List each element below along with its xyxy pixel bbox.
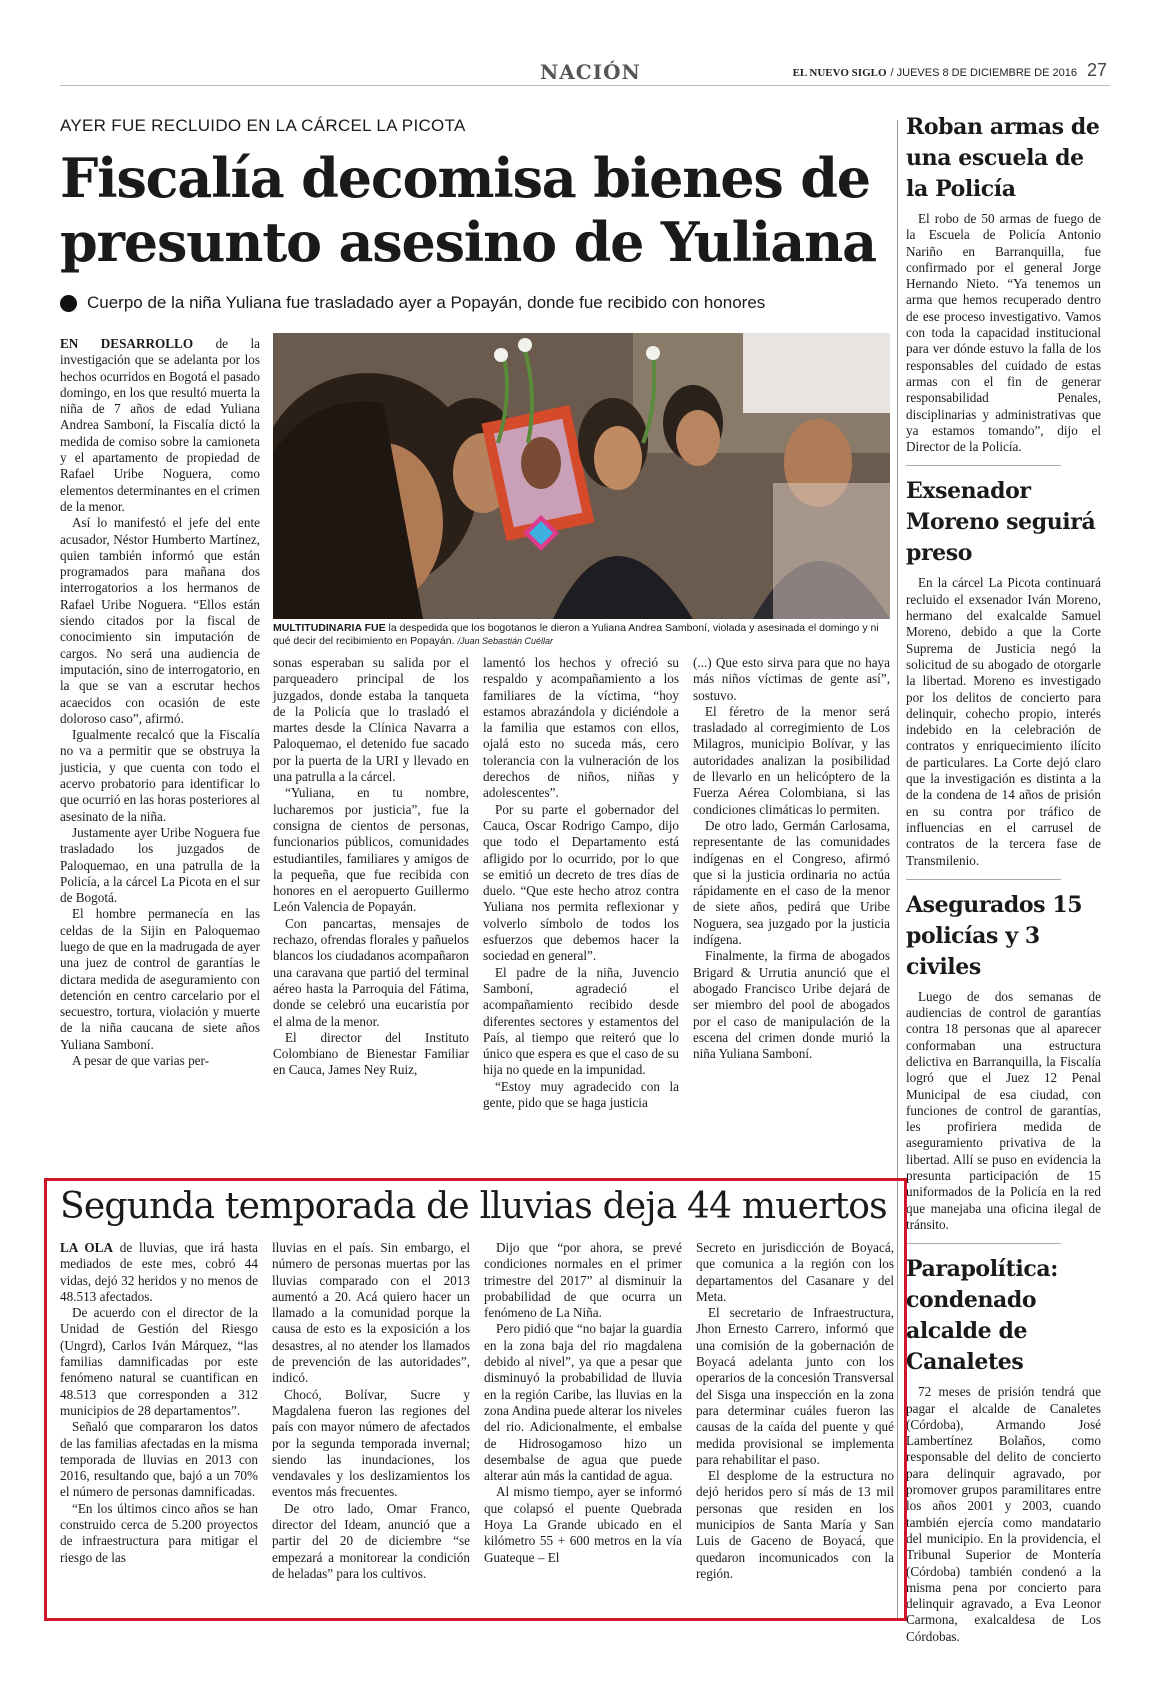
subheadline-text: Cuerpo de la niña Yuliana fue trasladado ayer a Popayán, donde fue recibido con honores	[87, 293, 766, 312]
divider	[906, 879, 1061, 880]
paragraph: El hombre permanecía en las celdas de la Sijin en Paloquemao luego de que en la madrugada de ayer una juez de control de garantías le dictara medida de aseguramiento con detención en centro carcelario por el secuestro, tortura, violación y muerte de la niña caucana de siete años Yuliana Samboní.	[60, 906, 260, 1052]
caption-lead: MULTITUDINARIA FUE	[273, 622, 386, 634]
rain-column-1	[60, 1240, 258, 1566]
paragraph: LA OLA de lluvias, que irá hasta mediados de este mes, cobró 44 vidas, dejó 32 heridos y no menos de 48.513 afectados.	[60, 1240, 258, 1304]
paragraph: El secretario de Infraestructura, Jhon Ernesto Carrero, informó que una comisión de la gobernación de Boyacá adelanta junto con los operarios de la concesión Transversal del Sisga una inspección en la zona para determinar cuáles fueron las causas de la caída del puente y qué medida provisional se implementa para rehabilitar el paso.	[696, 1305, 894, 1467]
photo-credit: /Juan Sebastián Cuéllar	[457, 636, 554, 646]
paragraph: El féretro de la menor será trasladado al corregimiento de Los Milagros, municipio Bolívar, y las autoridades analizan la posibilidad de llevarlo en un helicóptero de la Fuerza Aérea Colombiana, si las condiciones climáticas lo permiten.	[693, 703, 890, 817]
brief-title: Parapolítica: condenado alcalde de Canaletes	[906, 1256, 1058, 1376]
bullet-icon	[60, 295, 77, 312]
paragraph: Finalmente, la firma de abogados Brigard & Urrutia anunció que el abogado Francisco Uribe dejará de ser miembro del pool de abogados por el caso de manipulación de la escena del crimen donde murió la niña Yuliana Samboní.	[693, 948, 890, 1062]
divider	[906, 1243, 1061, 1244]
paragraph: Igualmente recalcó que la Fiscalía no va a permitir que se obstruya la justicia, y que cuenta con todo el acervo probatorio para identificar lo que ocurrió en las horas posteriores al asesinato de la niña.	[60, 727, 260, 824]
paragraph: lamentó los hechos y ofreció su respaldo y acompañamiento a los familiares de la víctima, “hoy estamos abrazándola y diciéndole a la familia que estamos con ellos, ojalá esto no suceda más, cero tolerancia con la vulneración de los derechos de niños, niñas y adolescentes”.	[483, 655, 679, 801]
paragraph: (...) Que esto sirva para que no haya más niños víctimas de gente así”, sostuvo.	[693, 655, 890, 703]
rain-headline: Segunda temporada de lluvias deja 44 muertos	[60, 1186, 887, 1227]
main-column-1	[60, 336, 260, 1069]
paragraph: Justamente ayer Uribe Noguera fue trasladado los juzgados de Paloquemao, en una patrulla de la Policía, a la cárcel La Picota en el sur de Bogotá.	[60, 824, 260, 906]
paragraph: El desplome de la estructura no dejó heridos pero sí más de 13 mil personas que residen en los municipios de Santa María y San Luis de Gaceno de Boyacá, que quedaron incomunicados con la región.	[696, 1468, 894, 1581]
brief-body: Luego de dos semanas de audiencias de control de garantías contra 18 personas que al aparecer conformaban una estructura delictiva en Barranquilla, la Fiscalía logró que el Juez 12 Penal Municipal de esa ciudad, con funciones de control de garantías, les profiriera medida de aseguramiento privativa de la libertad. Allí se puso en evidencia la presunta participación de 15 uniformados de la Policía en la red que manejaba una oficina ilegal de tránsito.	[906, 988, 1101, 1232]
paragraph: Secreto en jurisdicción de Boyacá, que comunica a la región con los departamentos del Casanare y del Meta.	[696, 1240, 894, 1304]
paragraph: lluvias en el país. Sin embargo, el número de personas muertas por las lluvias comparado con el 2013 aumentó a 20. Acá quiero hacer un llamado a la comunidad porque la causa de esto es la exposición a los desastres, al no atender los llamados de prevención de las autoridades”, indicó.	[272, 1240, 470, 1386]
paragraph: Así lo manifestó el jefe del ente acusador, Néstor Humberto Martínez, quien también informó que están programados para mañana dos interrogatorios a los hermanos de Rafael Uribe Noguera. “Ellos están siendo citados por la fiscal de conocimiento sin imputación de cargos. No será una audiencia de imputación, sino de interrogatorio, en la que se van a escrutar hechos acaecidos con ocasión de este doloroso caso”, afirmó.	[60, 515, 260, 726]
main-column-2	[273, 655, 469, 1079]
paragraph: Al mismo tiempo, ayer se informó que colapsó el puente Quebrada Hoya La Grande ubicado en el kilómetro 55 + 600 metros en la vía Guateque – El	[484, 1484, 682, 1565]
sidebar	[906, 112, 1101, 1645]
paragraph: El director del Instituto Colombiano de Bienestar Familiar en Cauca, James Ney Ruiz,	[273, 1029, 469, 1078]
brief-body: En la cárcel La Picota continuará recluido el exsenador Iván Moreno, hermano del exalcalde Samuel Moreno, debido a que la Corte Suprema de Justicia negó la solicitud de su abogado de otorgarle la libertad. Moreno es investigado por los delitos de concierto para delinquir, cohecho propio, interés indebido en la celebración de contratos y enriquecimiento ilícito de particulares. La Corte dejó claro que la investigación es distinta a la de la condena de 14 años de prisión en su contra por tráfico de influencias en el carrusel de contratos de la tercera fase de Transmilenio.	[906, 575, 1101, 868]
subheadline	[60, 293, 880, 313]
paragraph: Por su parte el gobernador del Cauca, Oscar Rodrigo Campo, dijo que todo el Departamento está afligido por lo ocurrido, por lo que se emitió un decreto de tres días de duelo. “Que este hecho atroz contra Yuliana nos permita reflexionar y volverlo símbolo de todos los esfuerzos que debemos hacer la sociedad en general”.	[483, 801, 679, 964]
paragraph: Señaló que compararon los datos de las familias afectadas en la misma temporada de lluvias en 2013 con 2016, resultando que, bajó a un 70% el número de personas damnificadas.	[60, 1419, 258, 1500]
brief-title: Roban armas de una escuela de la Policía	[906, 114, 1100, 202]
paragraph: EN DESARROLLO de la investigación que se adelanta por los hechos ocurridos en Bogotá el pasado domingo, en los que resultó muerta la niña de 7 años de edad Yuliana Andrea Samboní, la Fiscalía dictó la medida de comiso sobre la camioneta y el apartamento de propiedad de Rafael Uribe Noguera, como elementos determinantes en el crimen de la menor.	[60, 336, 261, 514]
paragraph: De otro lado, Germán Carlosama, representante de las comunidades indígenas en el Congreso, afirmó que si la justicia ordinaria no actúa rápidamente en el caso de la menor de siete años, pedirá que Uribe Noguera, sea juzgado por la justicia indígena.	[693, 817, 890, 948]
rain-column-4	[696, 1240, 894, 1582]
paragraph: “En los últimos cinco años se han construido cerca de 5.200 proyectos de infraestructura para mitigar el riesgo de las	[60, 1500, 258, 1565]
photo-caption: MULTITUDINARIA FUE la despedida que los bogotanos le dieron a Yuliana Andrea Samboní, violada y asesinada el domingo y ni qué decir del recibimiento en Popayán. /Juan Sebastián Cuéllar	[273, 622, 879, 647]
news-photo	[273, 333, 890, 619]
brief-body: El robo de 50 armas de fuego de la Escuela de Policía Antonio Nariño en Barranquilla, fue confirmado por el general Jorge Hernando Nieto. “Ya tenemos un arma que hemos recuperado dentro de ese proceso investigativo. Vamos con toda la capacidad institucional para ver dónde estuvo la falla de los responsables del cuidado de estas armas con el fin de generar responsabilidad Penales, disciplinarias y administrativas que ya estamos tomando”, dijo el Director de la Policía.	[906, 211, 1101, 455]
brief-title: Exsenador Moreno seguirá preso	[906, 478, 1096, 567]
paragraph: “Yuliana, en tu nombre, lucharemos por justicia”, fue la consigna de cientos de personas, funcionarios públicos, comunidades estudiantiles, familiares y amigos de la pequeña, que fue recibida con honores en el aeropuerto Guillermo León Valencia de Popayán.	[273, 785, 469, 915]
newspaper-name: EL NUEVO SIGLO	[792, 67, 887, 79]
rain-column-3	[484, 1240, 682, 1566]
lead-in: LA OLA	[60, 1240, 113, 1255]
paragraph: De acuerdo con el director de la Unidad de Gestión del Riesgo (Ungrd), Carlos Iván Márquez, “las familias damnificadas por este fenómeno natural se cuantifican en 48.513 que corresponden a 312 municipios de 28 departamentos”.	[60, 1305, 258, 1418]
issue-date: / JUEVES 8 DE DICIEMBRE DE 2016	[890, 67, 1077, 79]
rain-column-2	[272, 1240, 470, 1582]
brief-title: Asegurados 15 policías y 3 civiles	[906, 891, 1083, 980]
main-headline: Fiscalía decomisa bienes de presunto asesino de Yuliana	[60, 146, 876, 274]
paragraph: Chocó, Bolívar, Sucre y Magdalena fueron las regiones del país con mayor número de afectados por la segunda temporada invernal; siendo las inundaciones, los vendavales y los deslizamientos los eventos más frecuentes.	[272, 1386, 470, 1500]
paragraph: A pesar de que varias per-	[72, 1053, 210, 1069]
paragraph: Pero pidió que “no bajar la guardia en la zona baja del rio magdalena debido al nivel”, ya que a pesar que disminuyó la probabilidad de lluvia en la región Caribe, las lluvias en la zona Andina puede alterar los niveles del rio. Adicionalmente, el embalse de Hidrosogamoso hizo un desembalse de agua que puede alterar aún más la cantidad de agua.	[484, 1321, 682, 1484]
lead-in: EN DESARROLLO	[60, 336, 194, 351]
divider	[906, 465, 1061, 466]
paragraph: De otro lado, Omar Franco, director del Ideam, anunció que a partir del 20 de diciembre “se empezará a monitorear la condición de heladas” para los cultivos.	[272, 1500, 470, 1581]
main-column-4	[693, 655, 890, 1062]
paragraph: sonas esperaban su salida por el parqueadero principal de los juzgados, donde estaba la tanqueta de la Policía que lo trasladó el martes desde la Clínica Navarra a Paloquemao, el detenido fue sacado por la puerta de la URI y llevado en una patrulla a la cárcel.	[273, 655, 469, 785]
section-title: NACIÓN	[540, 60, 641, 84]
kicker: AYER FUE RECLUIDO EN LA CÁRCEL LA PICOTA	[60, 116, 466, 135]
paragraph: El padre de la niña, Juvencio Samboní, agradeció el acompañamiento recibido desde diferentes sectores y estamentos del País, al tiempo que reiteró que lo único que espera es que el caso de su hija no quede en la impunidad.	[483, 964, 679, 1078]
page-number: 27	[1086, 60, 1107, 80]
paragraph: Con pancartas, mensajes de rechazo, ofrendas florales y pañuelos blancos los ciudadanos acompañaron una caravana que partió del terminal aéreo hasta la Parroquia del Fátima, donde se celebró una eucaristía por el alma de la menor.	[273, 915, 469, 1029]
masthead	[793, 60, 1107, 81]
photo-illustration	[273, 333, 890, 619]
paragraph: “Estoy muy agradecido con la gente, pido que se haga justicia	[483, 1078, 679, 1111]
paragraph: Dijo que “por ahora, se prevé condiciones normales en el primer trimestre del 2017” al disminuir la probabilidad de que ocurra un fenómeno de La Niña.	[484, 1240, 682, 1321]
brief-body: 72 meses de prisión tendrá que pagar el alcalde de Canaletes (Córdoba), Armando José Lambertínez Bolaños, como responsable del delito de concierto para delinquir agravado, por promover grupos paramilitares entre los años 2001 y 2003, cuando también ejercía como mandatario del municipio. En la providencia, el Tribunal Superior de Montería (Córdoba) también condenó a la misma pena por concierto para delinquir agravado, a Eva Leonor Carmona, exalcaldesa de Los Córdobas.	[906, 1384, 1101, 1644]
main-column-3	[483, 655, 679, 1111]
